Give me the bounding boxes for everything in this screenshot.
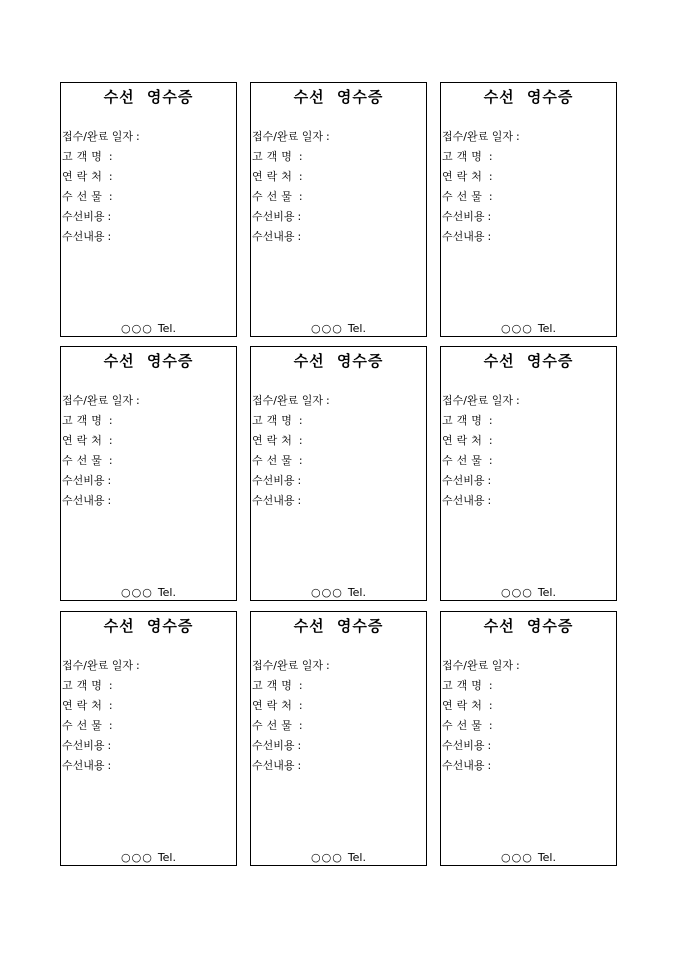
field-item-colon: : xyxy=(488,190,493,203)
field-contact xyxy=(442,696,520,716)
field-cost-colon: : xyxy=(107,474,112,487)
field-customer-colon: : xyxy=(298,679,303,692)
receipt-fields xyxy=(252,127,330,247)
field-contact-colon: : xyxy=(298,434,303,447)
field-item-colon: : xyxy=(108,719,113,732)
field-contact xyxy=(252,696,330,716)
footer-tel: Tel. xyxy=(537,851,556,864)
field-item-colon: : xyxy=(488,719,493,732)
field-contact-label: 연락처 xyxy=(62,170,106,183)
field-contact-label: 연락처 xyxy=(62,434,106,447)
field-item-label: 수선물 xyxy=(62,454,106,467)
field-details xyxy=(442,227,520,247)
field-contact xyxy=(252,167,330,187)
receipt-title: 수선 영수증 xyxy=(293,88,384,106)
field-date-label: 접수/완료 일자 xyxy=(252,130,323,143)
field-date xyxy=(252,656,330,676)
field-cost-colon: : xyxy=(487,474,492,487)
field-date-label: 접수/완료 일자 xyxy=(442,659,513,672)
field-cost-colon: : xyxy=(297,474,302,487)
receipt-footer xyxy=(441,851,616,865)
footer-tel: Tel. xyxy=(157,586,176,599)
field-contact xyxy=(442,431,520,451)
field-date-label: 접수/완료 일자 xyxy=(252,659,323,672)
field-cost-colon: : xyxy=(297,210,302,223)
field-date-colon: : xyxy=(135,394,140,407)
field-contact-label: 연락처 xyxy=(252,699,296,712)
footer-name-placeholder: ○○○ xyxy=(501,586,533,599)
field-details xyxy=(252,227,330,247)
field-contact-label: 연락처 xyxy=(252,170,296,183)
field-details-colon: : xyxy=(107,230,112,243)
field-item-label: 수선물 xyxy=(442,719,486,732)
field-cost-colon: : xyxy=(107,210,112,223)
footer-tel: Tel. xyxy=(347,851,366,864)
footer-name-placeholder: ○○○ xyxy=(311,322,343,335)
field-cost-label: 수선비용 xyxy=(252,210,295,223)
field-contact-colon: : xyxy=(298,170,303,183)
field-customer xyxy=(252,147,330,167)
footer-name-placeholder: ○○○ xyxy=(121,586,153,599)
field-details-colon: : xyxy=(297,759,302,772)
field-date-colon: : xyxy=(515,130,520,143)
field-details-label: 수선내용 xyxy=(252,759,295,772)
field-item-label: 수선물 xyxy=(442,190,486,203)
field-contact-colon: : xyxy=(108,170,113,183)
field-customer-label: 고객명 xyxy=(442,150,486,163)
field-details xyxy=(62,227,140,247)
field-customer-label: 고객명 xyxy=(442,679,486,692)
footer-name-placeholder: ○○○ xyxy=(311,586,343,599)
field-customer xyxy=(252,411,330,431)
field-contact-label: 연락처 xyxy=(62,699,106,712)
field-customer-colon: : xyxy=(108,679,113,692)
field-cost xyxy=(442,471,520,491)
field-date-colon: : xyxy=(135,659,140,672)
receipt-title: 수선 영수증 xyxy=(293,617,384,635)
receipt-card-7 xyxy=(60,611,237,866)
field-date-colon: : xyxy=(515,659,520,672)
field-date xyxy=(442,656,520,676)
field-details-colon: : xyxy=(487,494,492,507)
field-item-colon: : xyxy=(108,454,113,467)
receipt-footer xyxy=(251,851,426,865)
footer-tel: Tel. xyxy=(157,322,176,335)
field-cost xyxy=(252,207,330,227)
field-details-label: 수선내용 xyxy=(442,759,485,772)
field-contact-colon: : xyxy=(108,434,113,447)
receipt-footer xyxy=(61,322,236,336)
field-cost xyxy=(252,736,330,756)
field-item-colon: : xyxy=(298,454,303,467)
footer-tel: Tel. xyxy=(157,851,176,864)
field-details xyxy=(442,491,520,511)
field-item xyxy=(252,451,330,471)
field-contact-label: 연락처 xyxy=(442,434,486,447)
receipt-card-4 xyxy=(60,346,237,601)
field-date-label: 접수/완료 일자 xyxy=(62,659,133,672)
field-date xyxy=(442,127,520,147)
field-details-label: 수선내용 xyxy=(442,230,485,243)
field-contact xyxy=(252,431,330,451)
field-item xyxy=(62,187,140,207)
field-date xyxy=(62,127,140,147)
field-customer xyxy=(62,676,140,696)
field-customer xyxy=(442,676,520,696)
field-details-colon: : xyxy=(297,494,302,507)
field-item xyxy=(442,716,520,736)
field-customer xyxy=(442,411,520,431)
field-contact xyxy=(62,431,140,451)
field-date-colon: : xyxy=(325,130,330,143)
field-contact-label: 연락처 xyxy=(442,699,486,712)
field-details-label: 수선내용 xyxy=(252,230,295,243)
field-item xyxy=(252,187,330,207)
field-date-label: 접수/완료 일자 xyxy=(442,394,513,407)
field-customer-label: 고객명 xyxy=(252,414,296,427)
receipt-fields xyxy=(442,656,520,776)
field-customer-label: 고객명 xyxy=(62,150,106,163)
field-item-colon: : xyxy=(108,190,113,203)
footer-tel: Tel. xyxy=(537,586,556,599)
receipt-footer xyxy=(441,322,616,336)
field-details xyxy=(62,491,140,511)
field-cost-label: 수선비용 xyxy=(442,739,485,752)
field-date-colon: : xyxy=(135,130,140,143)
receipt-fields xyxy=(62,127,140,247)
field-item xyxy=(442,187,520,207)
field-date xyxy=(252,127,330,147)
field-date-label: 접수/완료 일자 xyxy=(62,130,133,143)
field-cost-colon: : xyxy=(487,739,492,752)
receipt-fields xyxy=(252,391,330,511)
field-item-label: 수선물 xyxy=(252,719,296,732)
field-date-label: 접수/완료 일자 xyxy=(252,394,323,407)
field-date-label: 접수/완료 일자 xyxy=(62,394,133,407)
field-contact-label: 연락처 xyxy=(252,434,296,447)
field-date xyxy=(62,391,140,411)
field-item-label: 수선물 xyxy=(62,190,106,203)
field-contact-colon: : xyxy=(488,699,493,712)
field-contact-label: 연락처 xyxy=(442,170,486,183)
footer-tel: Tel. xyxy=(537,322,556,335)
receipt-card-5 xyxy=(250,346,427,601)
field-item xyxy=(62,451,140,471)
field-details xyxy=(62,756,140,776)
receipt-footer xyxy=(251,586,426,600)
field-customer-label: 고객명 xyxy=(252,679,296,692)
receipt-card-2 xyxy=(250,82,427,337)
receipt-footer xyxy=(251,322,426,336)
field-details-colon: : xyxy=(487,759,492,772)
field-details-label: 수선내용 xyxy=(62,759,105,772)
field-customer-colon: : xyxy=(298,414,303,427)
field-customer-label: 고객명 xyxy=(442,414,486,427)
footer-name-placeholder: ○○○ xyxy=(121,851,153,864)
field-cost xyxy=(62,736,140,756)
footer-tel: Tel. xyxy=(347,322,366,335)
field-date-colon: : xyxy=(515,394,520,407)
field-customer-colon: : xyxy=(108,150,113,163)
field-contact-colon: : xyxy=(488,434,493,447)
field-date xyxy=(62,656,140,676)
field-details-label: 수선내용 xyxy=(62,494,105,507)
receipt-title: 수선 영수증 xyxy=(483,617,574,635)
field-customer-colon: : xyxy=(108,414,113,427)
field-date xyxy=(252,391,330,411)
field-item-colon: : xyxy=(488,454,493,467)
receipt-title: 수선 영수증 xyxy=(103,88,194,106)
field-contact xyxy=(62,696,140,716)
receipt-title: 수선 영수증 xyxy=(103,352,194,370)
field-cost-label: 수선비용 xyxy=(62,474,105,487)
field-details-label: 수선내용 xyxy=(442,494,485,507)
receipt-footer xyxy=(61,586,236,600)
field-cost xyxy=(442,736,520,756)
field-cost xyxy=(62,207,140,227)
field-customer xyxy=(442,147,520,167)
footer-tel: Tel. xyxy=(347,586,366,599)
field-details-colon: : xyxy=(107,494,112,507)
receipt-card-1 xyxy=(60,82,237,337)
field-contact-colon: : xyxy=(488,170,493,183)
field-details-label: 수선내용 xyxy=(62,230,105,243)
receipt-footer xyxy=(61,851,236,865)
receipt-footer xyxy=(441,586,616,600)
field-cost xyxy=(62,471,140,491)
field-date-colon: : xyxy=(325,659,330,672)
field-details xyxy=(252,491,330,511)
field-item-colon: : xyxy=(298,190,303,203)
receipt-fields xyxy=(62,656,140,776)
field-customer-colon: : xyxy=(298,150,303,163)
receipt-card-3 xyxy=(440,82,617,337)
field-contact xyxy=(62,167,140,187)
field-details xyxy=(252,756,330,776)
field-date-label: 접수/완료 일자 xyxy=(442,130,513,143)
receipt-card-9 xyxy=(440,611,617,866)
receipt-card-8 xyxy=(250,611,427,866)
field-cost-label: 수선비용 xyxy=(442,474,485,487)
field-date-colon: : xyxy=(325,394,330,407)
receipt-title: 수선 영수증 xyxy=(483,88,574,106)
field-item-label: 수선물 xyxy=(252,454,296,467)
field-item-label: 수선물 xyxy=(442,454,486,467)
field-contact xyxy=(442,167,520,187)
field-cost xyxy=(252,471,330,491)
field-customer-label: 고객명 xyxy=(62,414,106,427)
field-item-colon: : xyxy=(298,719,303,732)
field-customer-label: 고객명 xyxy=(62,679,106,692)
field-details-colon: : xyxy=(107,759,112,772)
footer-name-placeholder: ○○○ xyxy=(501,851,533,864)
field-item xyxy=(62,716,140,736)
receipt-fields xyxy=(442,391,520,511)
field-date xyxy=(442,391,520,411)
footer-name-placeholder: ○○○ xyxy=(501,322,533,335)
field-cost-label: 수선비용 xyxy=(62,210,105,223)
field-item xyxy=(252,716,330,736)
field-contact-colon: : xyxy=(298,699,303,712)
footer-name-placeholder: ○○○ xyxy=(311,851,343,864)
field-customer xyxy=(252,676,330,696)
field-cost xyxy=(442,207,520,227)
receipt-title: 수선 영수증 xyxy=(293,352,384,370)
field-item-label: 수선물 xyxy=(252,190,296,203)
field-customer xyxy=(62,411,140,431)
receipt-fields xyxy=(252,656,330,776)
field-cost-label: 수선비용 xyxy=(252,474,295,487)
field-customer-label: 고객명 xyxy=(252,150,296,163)
field-cost-colon: : xyxy=(297,739,302,752)
field-cost-label: 수선비용 xyxy=(62,739,105,752)
field-details-colon: : xyxy=(297,230,302,243)
footer-name-placeholder: ○○○ xyxy=(121,322,153,335)
field-details xyxy=(442,756,520,776)
receipt-fields xyxy=(62,391,140,511)
receipt-title: 수선 영수증 xyxy=(103,617,194,635)
field-cost-label: 수선비용 xyxy=(442,210,485,223)
field-details-colon: : xyxy=(487,230,492,243)
field-customer-colon: : xyxy=(488,150,493,163)
field-customer-colon: : xyxy=(488,414,493,427)
receipt-card-6 xyxy=(440,346,617,601)
field-item-label: 수선물 xyxy=(62,719,106,732)
field-cost-colon: : xyxy=(107,739,112,752)
field-contact-colon: : xyxy=(108,699,113,712)
field-details-label: 수선내용 xyxy=(252,494,295,507)
field-customer xyxy=(62,147,140,167)
receipt-fields xyxy=(442,127,520,247)
field-cost-label: 수선비용 xyxy=(252,739,295,752)
receipt-title: 수선 영수증 xyxy=(483,352,574,370)
field-item xyxy=(442,451,520,471)
field-customer-colon: : xyxy=(488,679,493,692)
field-cost-colon: : xyxy=(487,210,492,223)
